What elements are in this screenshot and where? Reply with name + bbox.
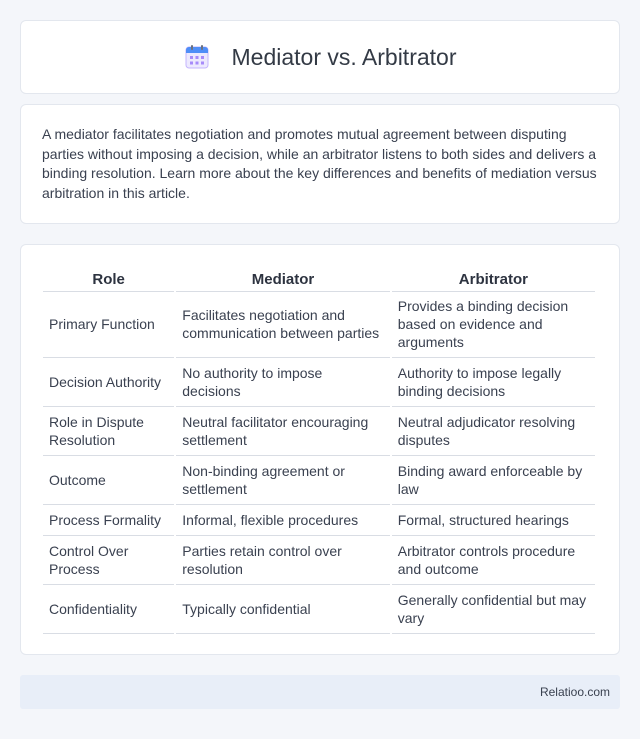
mediator-cell: Typically confidential xyxy=(176,585,389,634)
mediator-cell: Parties retain control over resolution xyxy=(176,536,389,585)
row-label: Confidentiality xyxy=(43,585,174,634)
arbitrator-cell: Arbitrator controls procedure and outcome xyxy=(392,536,595,585)
comparison-table xyxy=(41,265,597,634)
mediator-cell: No authority to impose decisions xyxy=(176,358,389,407)
mediator-cell: Facilitates negotiation and communication between parties xyxy=(176,292,389,358)
arbitrator-cell: Binding award enforceable by law xyxy=(392,456,595,505)
table-row xyxy=(43,536,595,585)
row-label: Control Over Process xyxy=(43,536,174,585)
table-row xyxy=(43,407,595,456)
table-row xyxy=(43,358,595,407)
footer-site-name: Relatioo.com xyxy=(539,685,610,699)
column-header-mediator: Mediator xyxy=(176,265,389,292)
table-row xyxy=(43,505,595,536)
table-header-row xyxy=(43,265,595,292)
table-row xyxy=(43,456,595,505)
arbitrator-cell: Formal, structured hearings xyxy=(392,505,595,536)
column-header-role: Role xyxy=(43,265,174,292)
table-row xyxy=(43,585,595,634)
row-label: Decision Authority xyxy=(43,358,174,407)
row-label: Role in Dispute Resolution xyxy=(43,407,174,456)
arbitrator-cell: Generally confidential but may vary xyxy=(392,585,595,634)
page-title: Mediator vs. Arbitrator xyxy=(231,43,457,70)
mediator-cell: Neutral facilitator encouraging settlement xyxy=(176,407,389,456)
row-label: Process Formality xyxy=(43,505,174,536)
arbitrator-cell: Provides a binding decision based on evidence and arguments xyxy=(392,292,595,358)
footer xyxy=(20,675,620,709)
intro-card xyxy=(20,104,620,224)
arbitrator-cell: Neutral adjudicator resolving disputes xyxy=(392,407,595,456)
table-row xyxy=(43,292,595,358)
mediator-cell: Non-binding agreement or settlement xyxy=(176,456,389,505)
calendar-icon xyxy=(184,44,210,70)
row-label: Primary Function xyxy=(43,292,174,358)
title-card xyxy=(20,20,620,94)
comparison-card xyxy=(20,244,620,655)
intro-paragraph: A mediator facilitates negotiation and promotes mutual agreement between disputing parties without imposing a decision, while an arbitrator listens to both sides and delivers a binding resolution. Learn more about the key differences and benefits of mediation versus arbitration in this article. xyxy=(42,126,597,201)
arbitrator-cell: Authority to impose legally binding decisions xyxy=(392,358,595,407)
column-header-arbitrator: Arbitrator xyxy=(392,265,595,292)
row-label: Outcome xyxy=(43,456,174,505)
mediator-cell: Informal, flexible procedures xyxy=(176,505,389,536)
